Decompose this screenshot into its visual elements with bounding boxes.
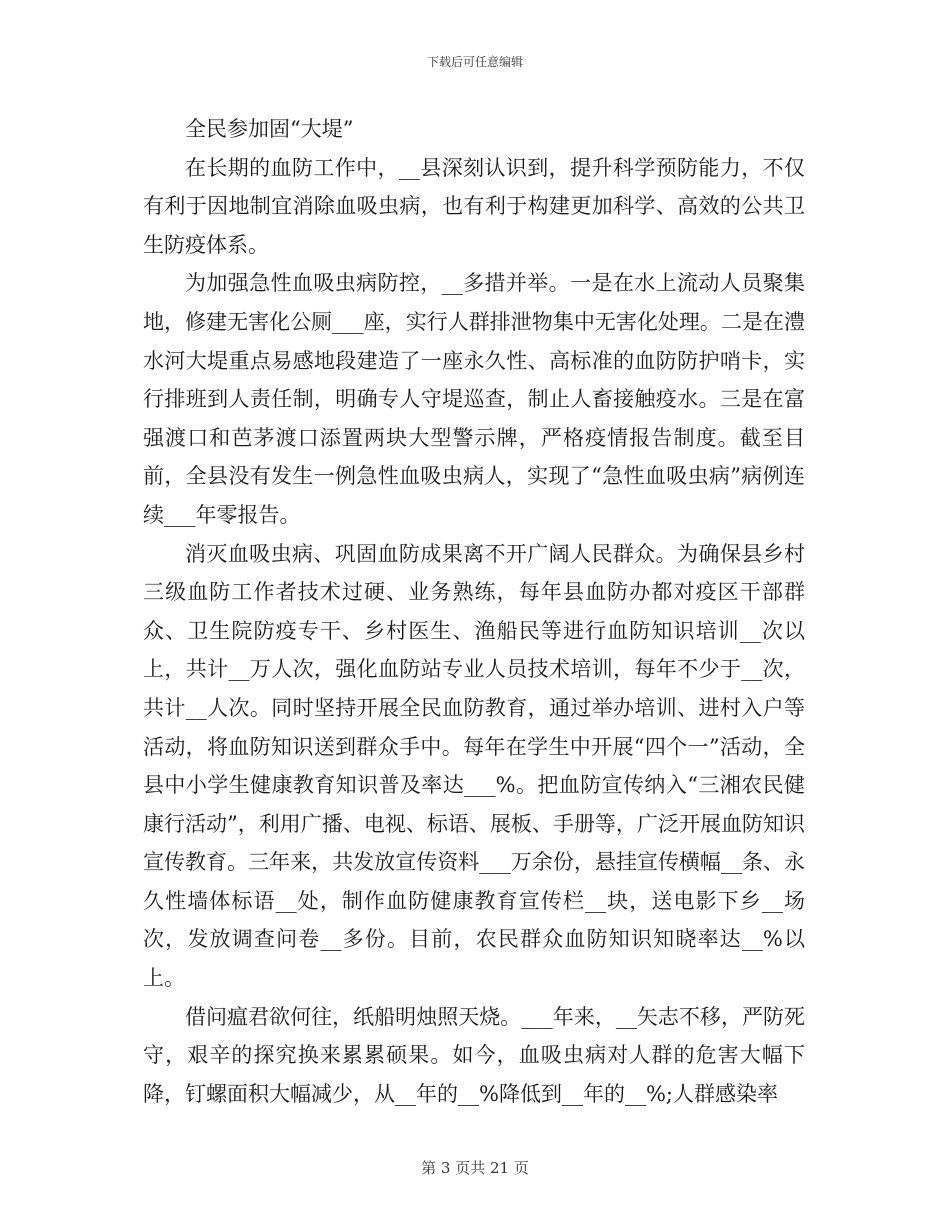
paragraph: 在长期的血防工作中，__县深刻认识到，提升科学预防能力，不仅有利于因地制宜消除血吸虫病，也有利于构建更加科学、高效的公共卫生防疫体系。 (143, 155, 805, 257)
section-heading: 全民参加固“大堤” (185, 117, 354, 141)
paragraph: 消灭血吸虫病、巩固血防成果离不开广阔人民群众。为确保县乡村三级血防工作者技术过硬、业务熟练，每年县血防办都对疫区干部群众、卫生院防疫专干、乡村医生、渔船民等进行血防知识培训__次以上，共计__万人次，强化血防站专业人员技术培训，每年不少于__次，共计__人次。同时坚持开展全民血防教育，通过举办培训、进村入户等活动，将血防知识送到群众手中。每年在学生中开展“四个一”活动，全县中小学生健康教育知识普及率达___%。把血防宣传纳入“三湘农民健康行活动”，利用广播、电视、标语、展板、手册等，广泛开展血防知识宣传教育。三年来，共发放宣传资料___万余份，悬挂宣传横幅__条、永久性墙体标语__处，制作血防健康教育宣传栏__块，送电影下乡__场次，发放调查问卷__多份。目前，农民群众血防知识知晓率达__%以上。 (143, 541, 805, 991)
page-header: 下载后可任意编辑 (426, 55, 523, 69)
page-number: 第 3 页共 21 页 (421, 1159, 529, 1177)
paragraph: 为加强急性血吸虫病防控，__多措并举。一是在水上流动人员聚集地，修建无害化公厕___座，实行人群排泄物集中无害化处理。二是在澧水河大堤重点易感地段建造了一座永久性、高标准的血防防护哨卡，实行排班到人责任制，明确专人守堤巡查，制止人畜接触疫水。三是在富强渡口和芭茅渡口添置两块大型警示牌，严格疫情报告制度。截至目前，全县没有发生一例急性血吸虫病人，实现了“急性血吸虫病”病例连续___年零报告。 (143, 271, 805, 527)
document-body (143, 110, 805, 1113)
paragraph: 借问瘟君欲何往，纸船明烛照天烧。___年来，__矢志不移，严防死守，艰辛的探究换来累累硕果。如今，血吸虫病对人群的危害大幅下降，钉螺面积大幅减少，从__年的__%降低到__年的__%;人群感染率 (143, 1004, 805, 1106)
